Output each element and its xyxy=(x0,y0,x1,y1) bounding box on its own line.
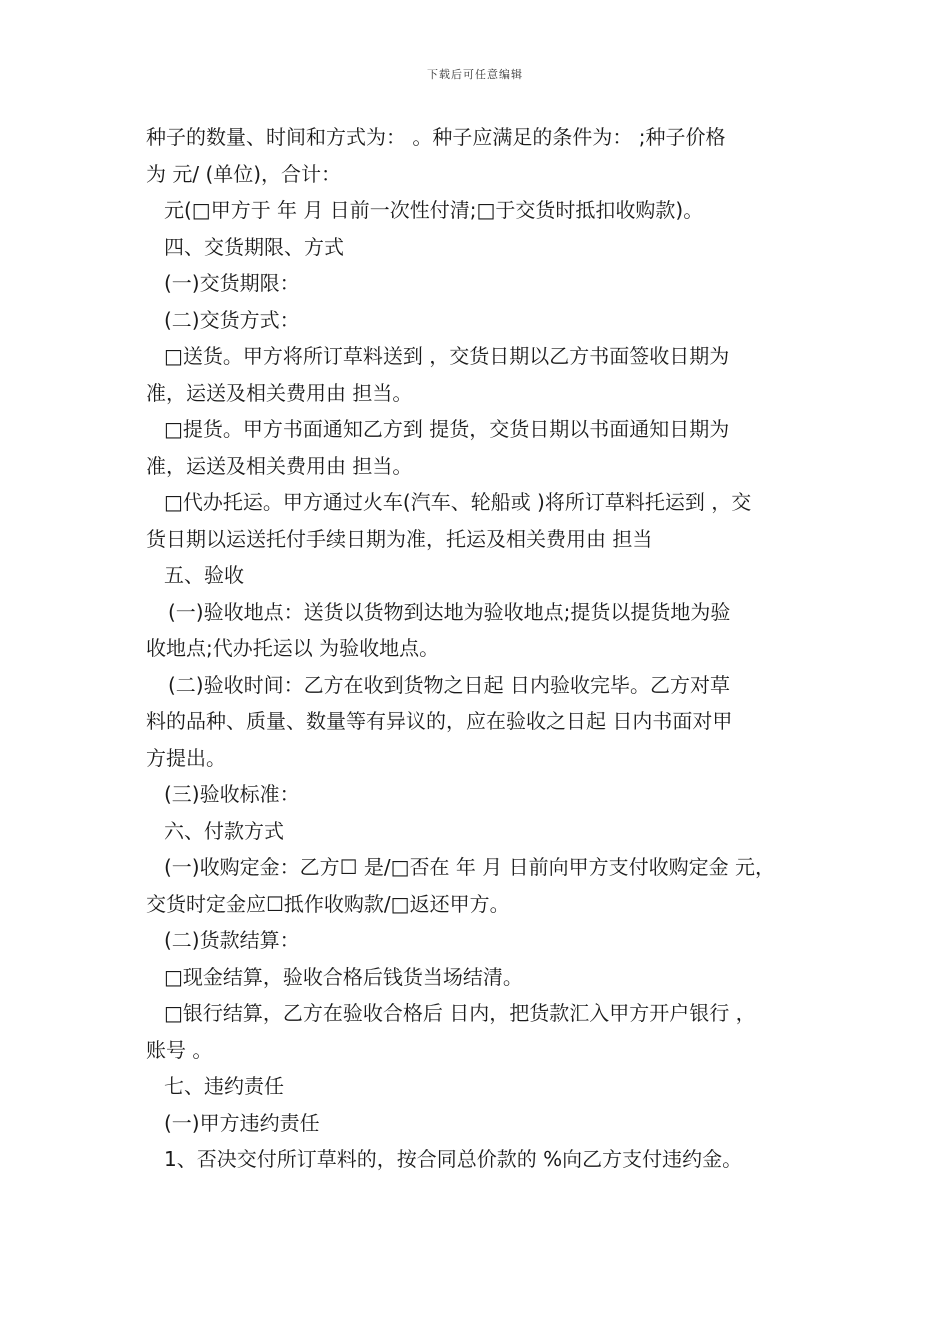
text-line: □代办托运。甲方通过火车(汽车、轮船或 )将所订草料托运到 ，交 xyxy=(164,490,752,514)
page-header: 下载后可任意编辑 xyxy=(427,68,523,81)
text-line: 1、否决交付所订草料的，按合同总价款的 %向乙方支付违约金。 xyxy=(164,1147,743,1171)
text-line: (一)交货期限： xyxy=(164,271,300,295)
text-line: 六、付款方式 xyxy=(164,818,284,843)
text-line: 种子的数量、时间和方式为： 。种子应满足的条件为： ;种子价格 xyxy=(146,125,726,149)
text-line: 准，运送及相关费用由 担当。 xyxy=(146,453,413,478)
text-line: 交货时定金应☐抵作收购款/□返还甲方。 xyxy=(146,891,510,916)
text-line: □送货。甲方将所订草料送到 ，交货日期以乙方书面签收日期为 xyxy=(164,344,730,368)
text-line: 七、违约责任 xyxy=(164,1074,284,1098)
text-line: □银行结算，乙方在验收合格后 日内，把货款汇入甲方开户银行 ， xyxy=(164,1001,756,1025)
text-line: 为 元/ (单位)，合计： xyxy=(146,161,342,186)
text-line: 方提出。 xyxy=(146,745,226,770)
contract-body xyxy=(146,119,814,1178)
text-line: 料的品种、质量、数量等有异议的，应在验收之日起 日内书面对甲 xyxy=(146,709,733,733)
text-line: □提货。甲方书面通知乙方到 提货，交货日期以书面通知日期为 xyxy=(164,417,730,441)
text-line: 五、验收 xyxy=(164,563,244,587)
text-line: (三)验收标准： xyxy=(164,782,300,806)
text-line: 收地点;代办托运以 为验收地点。 xyxy=(146,636,440,660)
text-line: 准，运送及相关费用由 担当。 xyxy=(146,380,413,405)
text-line: (一)验收地点：送货以货物到达地为验收地点;提货以提货地为验 xyxy=(168,599,731,624)
text-line: (二)货款结算： xyxy=(164,928,300,952)
text-line: 货日期以运送托付手续日期为准，托运及相关费用由 担当 xyxy=(146,526,653,551)
text-line: 元(□甲方于 年 月 日前一次性付清;□于交货时抵扣收购款)。 xyxy=(164,198,704,222)
text-line: 账号 。 xyxy=(146,1037,213,1062)
text-line: 四、交货期限、方式 xyxy=(164,234,344,259)
text-line: (二)验收时间：乙方在收到货物之日起 日内验收完毕。乙方对草 xyxy=(168,672,730,697)
text-line: (二)交货方式： xyxy=(164,307,300,332)
text-line: □现金结算，验收合格后钱货当场结清。 xyxy=(164,964,523,989)
text-line: (一)收购定金：乙方☐ 是/□否在 年 月 日前向甲方支付收购定金 元， xyxy=(164,855,775,879)
text-line: (一)甲方违约责任 xyxy=(164,1110,320,1135)
